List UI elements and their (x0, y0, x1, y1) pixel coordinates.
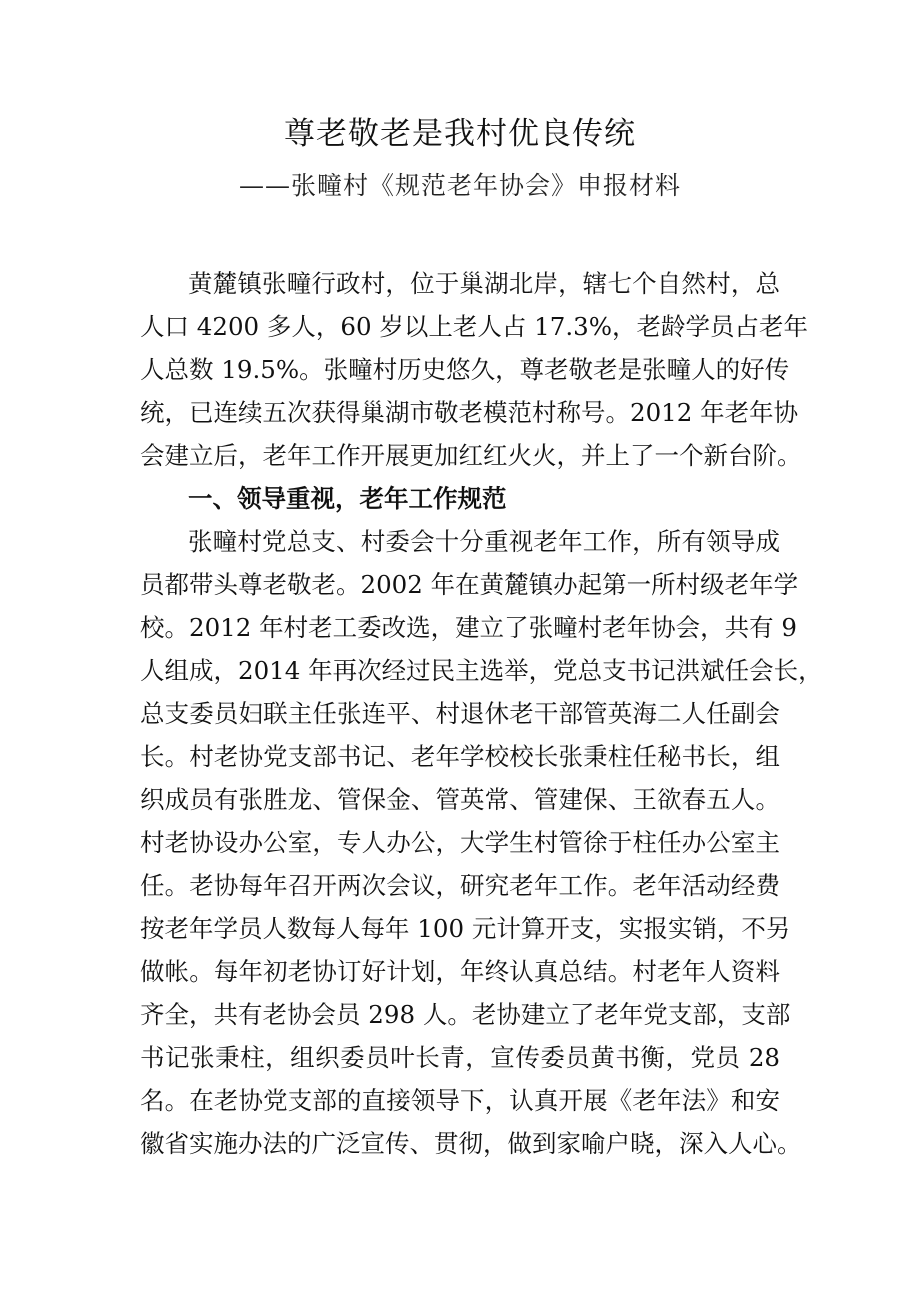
section-paragraph-line: 齐全，共有老协会员 298 人。老协建立了老年党支部，支部 (140, 1000, 791, 1029)
section-paragraph-line: 书记张秉柱，组织委员叶长青，宣传委员黄书衡，党员 28 (140, 1043, 780, 1072)
intro-paragraph-line: 黄麓镇张疃行政村，位于巢湖北岸，辖七个自然村，总 (188, 269, 780, 298)
document-subtitle: ——张疃村《规范老年协会》申报材料 (238, 171, 681, 200)
section-heading: 一、领导重视，老年工作规范 (188, 484, 507, 513)
section-paragraph-line: 总支委员妇联主任张连平、村退休老干部管英海二人任副会 (140, 699, 780, 728)
section-paragraph-line: 长。村老协党支部书记、老年学校校长张秉柱任秘书长，组 (140, 742, 780, 771)
section-paragraph-line: 做帐。每年初老协订好计划，年终认真总结。村老年人资料 (140, 957, 780, 986)
document-title: 尊老敬老是我村优良传统 (284, 116, 636, 152)
section-paragraph-line: 名。在老协党支部的直接领导下，认真开展《老年法》和安 (140, 1086, 780, 1115)
intro-paragraph-line: 人口 4200 多人，60 岁以上老人占 17.3%，老龄学员占老年 (140, 312, 809, 341)
intro-paragraph-line: 会建立后，老年工作开展更加红红火火，并上了一个新台阶。 (140, 441, 802, 470)
section-paragraph-line: 织成员有张胜龙、管保金、管英常、管建保、王欲春五人。 (140, 785, 780, 814)
section-paragraph-line: 校。2012 年村老工委改选，建立了张疃村老年协会，共有 9 (140, 613, 798, 642)
intro-paragraph-line: 人总数 19.5%。张疃村历史悠久，尊老敬老是张疃人的好传 (140, 355, 790, 384)
section-paragraph-line: 村老协设办公室，专人办公，大学生村管徐于柱任办公室主 (140, 828, 780, 857)
section-paragraph-line: 员都带头尊老敬老。2002 年在黄麓镇办起第一所村级老年学 (140, 570, 799, 599)
section-paragraph-line: 张疃村党总支、村委会十分重视老年工作，所有领导成 (188, 527, 780, 556)
intro-paragraph-line: 统，已连续五次获得巢湖市敬老模范村称号。2012 年老年协 (140, 398, 799, 427)
section-paragraph-line: 徽省实施办法的广泛宣传、贯彻，做到家喻户晓，深入人心。 (140, 1129, 802, 1158)
section-paragraph-line: 任。老协每年召开两次会议，研究老年工作。老年活动经费 (140, 871, 780, 900)
section-paragraph-line: 人组成，2014 年再次经过民主选举，党总支书记洪斌任会长， (140, 656, 823, 685)
section-paragraph-line: 按老年学员人数每人每年 100 元计算开支，实报实销，不另 (140, 914, 791, 943)
